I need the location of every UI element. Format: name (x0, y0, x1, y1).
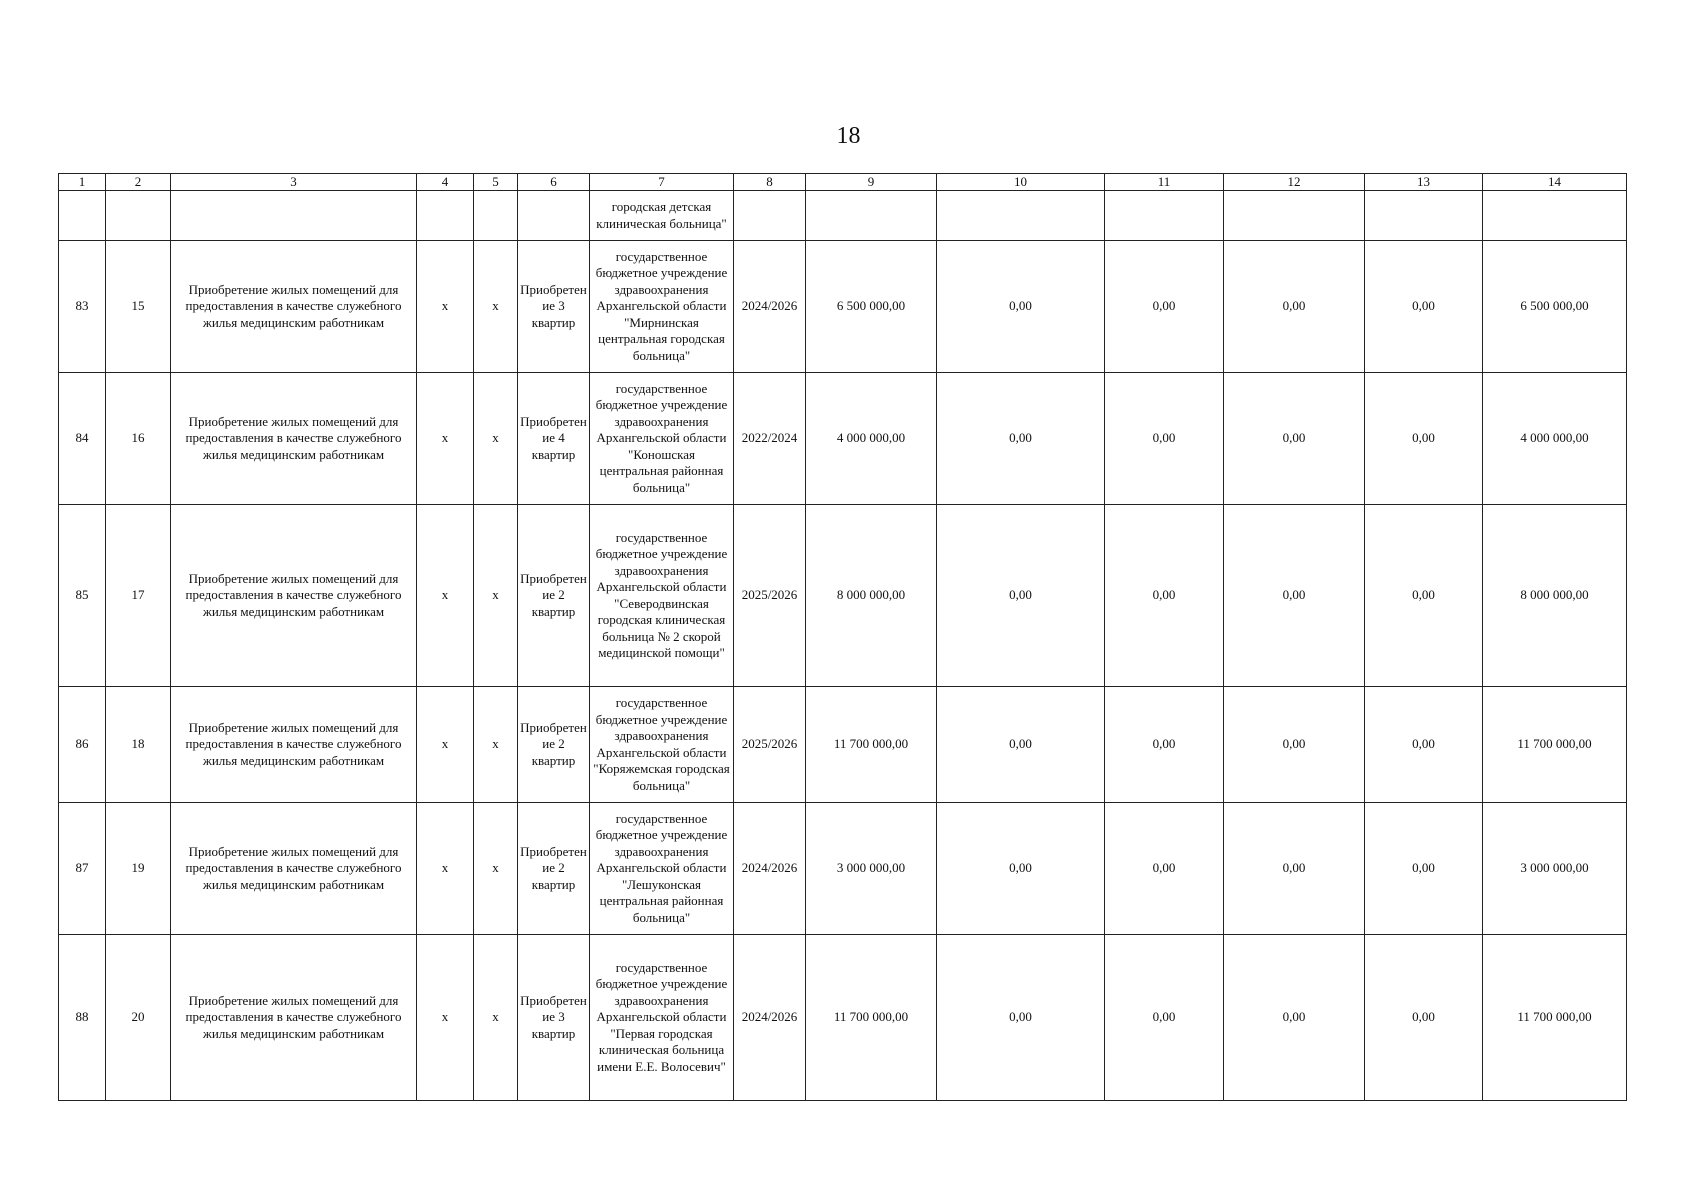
table-row (59, 935, 1627, 1101)
col5-cell: x (474, 687, 518, 803)
column-header: 6 (518, 174, 590, 191)
column-header: 7 (590, 174, 734, 191)
amount-cell: 0,00 (937, 241, 1105, 373)
item-number: 19 (106, 803, 171, 935)
column-number-row (59, 174, 1627, 191)
col4-cell: x (417, 935, 474, 1101)
period-cell: 2024/2026 (734, 241, 806, 373)
amount-cell: 0,00 (1365, 803, 1483, 935)
item-number: 17 (106, 505, 171, 687)
period-cell: 2025/2026 (734, 687, 806, 803)
amount-cell: 0,00 (1224, 687, 1365, 803)
row-number: 88 (59, 935, 106, 1101)
amount-cell: 0,00 (937, 687, 1105, 803)
amount-cell: 0,00 (937, 803, 1105, 935)
table-cell (417, 191, 474, 241)
column-header: 8 (734, 174, 806, 191)
amount-cell: 0,00 (937, 935, 1105, 1101)
col5-cell: x (474, 803, 518, 935)
institution-cell: государственное бюджетное учреждение здравоохранения Архангельской области "Первая городская клиническая больница имени Е.Е. Волосевич" (590, 935, 734, 1101)
object-cell: Приобретение 2 квартир (518, 803, 590, 935)
object-cell: Приобретение 3 квартир (518, 241, 590, 373)
column-header: 14 (1483, 174, 1627, 191)
column-header: 3 (171, 174, 417, 191)
page-number: 18 (836, 123, 861, 149)
institution-cell: государственное бюджетное учреждение здравоохранения Архангельской области "Северодвинская городская клиническая больница № 2 скорой медицинской помощи" (590, 505, 734, 687)
table-row (59, 373, 1627, 505)
table-cell (1105, 191, 1224, 241)
column-header: 9 (806, 174, 937, 191)
table-cell (474, 191, 518, 241)
object-cell: Приобретение 2 квартир (518, 505, 590, 687)
col5-cell: x (474, 373, 518, 505)
amount-cell: 0,00 (937, 505, 1105, 687)
purpose-cell: Приобретение жилых помещений для предоставления в качестве служебного жилья медицинским работникам (171, 803, 417, 935)
column-header: 2 (106, 174, 171, 191)
table-row (59, 505, 1627, 687)
amount-cell: 0,00 (937, 373, 1105, 505)
total-cell: 4 000 000,00 (1483, 373, 1627, 505)
item-number: 16 (106, 373, 171, 505)
amount-cell: 0,00 (1365, 505, 1483, 687)
table-cell (806, 191, 937, 241)
total-cell: 11 700 000,00 (1483, 935, 1627, 1101)
amount-cell: 0,00 (1224, 241, 1365, 373)
table-row (59, 687, 1627, 803)
institution-cell: государственное бюджетное учреждение здравоохранения Архангельской области "Лешуконская центральная районная больница" (590, 803, 734, 935)
amount-cell: 0,00 (1105, 687, 1224, 803)
object-cell: Приобретение 4 квартир (518, 373, 590, 505)
column-header: 4 (417, 174, 474, 191)
total-cell: 3 000 000,00 (1483, 803, 1627, 935)
amount-cell: 0,00 (1365, 373, 1483, 505)
table-cell (1365, 191, 1483, 241)
amount-cell: 11 700 000,00 (806, 935, 937, 1101)
amount-cell: 0,00 (1105, 373, 1224, 505)
period-cell: 2025/2026 (734, 505, 806, 687)
table-row (59, 241, 1627, 373)
col5-cell: x (474, 241, 518, 373)
purpose-cell: Приобретение жилых помещений для предоставления в качестве служебного жилья медицинским работникам (171, 505, 417, 687)
period-cell: 2024/2026 (734, 935, 806, 1101)
amount-cell: 0,00 (1365, 241, 1483, 373)
purpose-cell: Приобретение жилых помещений для предоставления в качестве служебного жилья медицинским работникам (171, 935, 417, 1101)
institution-cell: государственное бюджетное учреждение здравоохранения Архангельской области "Коряжемская городская больница" (590, 687, 734, 803)
amount-cell: 0,00 (1224, 373, 1365, 505)
table-cell (937, 191, 1105, 241)
amount-cell: 4 000 000,00 (806, 373, 937, 505)
row-number: 86 (59, 687, 106, 803)
total-cell: 6 500 000,00 (1483, 241, 1627, 373)
column-header: 5 (474, 174, 518, 191)
column-header: 10 (937, 174, 1105, 191)
table-cell (1483, 191, 1627, 241)
amount-cell: 0,00 (1224, 803, 1365, 935)
data-table (58, 173, 1627, 1101)
table-cell (518, 191, 590, 241)
amount-cell: 3 000 000,00 (806, 803, 937, 935)
amount-cell: 0,00 (1224, 505, 1365, 687)
col4-cell: x (417, 373, 474, 505)
amount-cell: 6 500 000,00 (806, 241, 937, 373)
table-row (59, 803, 1627, 935)
amount-cell: 0,00 (1105, 241, 1224, 373)
table-cell (59, 191, 106, 241)
row-number: 84 (59, 373, 106, 505)
table-cell (1224, 191, 1365, 241)
continuation-row (59, 191, 1627, 241)
period-cell: 2024/2026 (734, 803, 806, 935)
total-cell: 8 000 000,00 (1483, 505, 1627, 687)
col5-cell: x (474, 935, 518, 1101)
amount-cell: 11 700 000,00 (806, 687, 937, 803)
object-cell: Приобретение 3 квартир (518, 935, 590, 1101)
purpose-cell: Приобретение жилых помещений для предоставления в качестве служебного жилья медицинским работникам (171, 241, 417, 373)
column-header: 13 (1365, 174, 1483, 191)
purpose-cell: Приобретение жилых помещений для предоставления в качестве служебного жилья медицинским работникам (171, 373, 417, 505)
institution-cell: государственное бюджетное учреждение здравоохранения Архангельской области "Мирнинская центральная городская больница" (590, 241, 734, 373)
col4-cell: x (417, 241, 474, 373)
row-number: 83 (59, 241, 106, 373)
amount-cell: 0,00 (1105, 935, 1224, 1101)
col4-cell: x (417, 505, 474, 687)
item-number: 15 (106, 241, 171, 373)
col4-cell: x (417, 687, 474, 803)
row-number: 87 (59, 803, 106, 935)
amount-cell: 0,00 (1105, 505, 1224, 687)
institution-cell: государственное бюджетное учреждение здравоохранения Архангельской области "Коношская центральная районная больница" (590, 373, 734, 505)
total-cell: 11 700 000,00 (1483, 687, 1627, 803)
table-cell (106, 191, 171, 241)
purpose-cell: Приобретение жилых помещений для предоставления в качестве служебного жилья медицинским работникам (171, 687, 417, 803)
column-header: 12 (1224, 174, 1365, 191)
amount-cell: 0,00 (1365, 935, 1483, 1101)
col5-cell: x (474, 505, 518, 687)
row-number: 85 (59, 505, 106, 687)
amount-cell: 0,00 (1365, 687, 1483, 803)
col4-cell: x (417, 803, 474, 935)
table-cell (171, 191, 417, 241)
period-cell: 2022/2024 (734, 373, 806, 505)
institution-cell: городская детская клиническая больница" (590, 191, 734, 241)
column-header: 1 (59, 174, 106, 191)
item-number: 20 (106, 935, 171, 1101)
amount-cell: 0,00 (1105, 803, 1224, 935)
amount-cell: 8 000 000,00 (806, 505, 937, 687)
amount-cell: 0,00 (1224, 935, 1365, 1101)
column-header: 11 (1105, 174, 1224, 191)
table-cell (734, 191, 806, 241)
item-number: 18 (106, 687, 171, 803)
object-cell: Приобретение 2 квартир (518, 687, 590, 803)
